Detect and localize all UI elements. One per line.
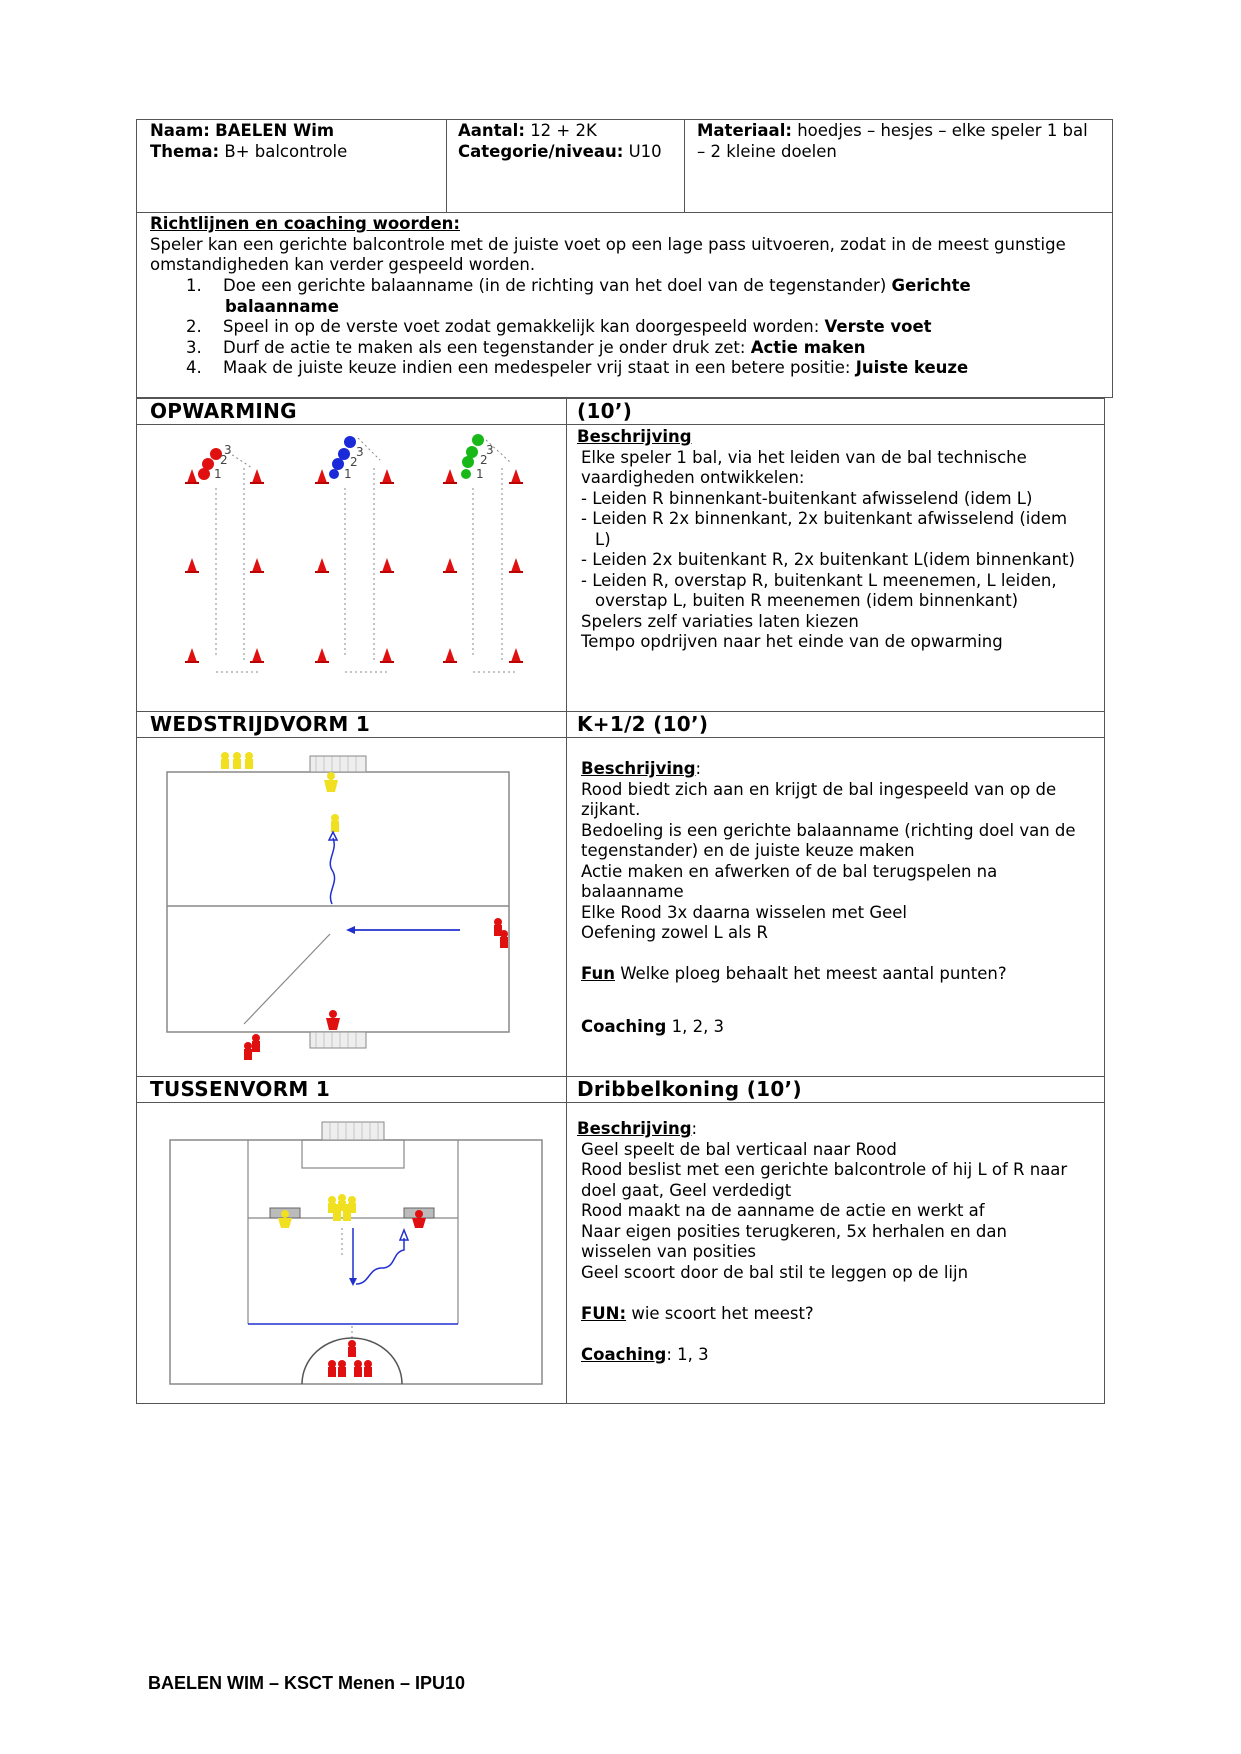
red-goalkeeper [326,1010,340,1030]
dribble-path [330,838,334,904]
wedstrijdvorm-diagram [160,742,540,1068]
goal-top [310,756,366,772]
fun-row: Fun Welke ploeg behaalt het meest aantal punten? [581,964,1007,983]
desc-line: Elke Rood 3x daarna wisselen met Geel [581,902,907,922]
yellow-players-group [328,1194,356,1221]
desc-line: doel gaat, Geel verdedigt [581,1180,792,1200]
guidelines-intro-2: omstandigheden kan verder gespeeld worden. [150,255,536,274]
red-players-side [494,918,508,948]
red-players-group [328,1340,372,1377]
guideline-item-cont: balaanname [225,296,339,316]
desc-line: wisselen van posities [581,1242,756,1261]
diagram-number: 1 [214,467,222,481]
desc-line: Bedoeling is een gerichte balaanname (richting doel van de [581,820,1076,840]
coaching-row: Coaching: 1, 3 [581,1344,709,1364]
section-subtitle-wedstrijdvorm: K+1/2 (10’) [577,712,709,736]
header-divider-2 [684,119,685,213]
desc-line: - Leiden R 2x binnenkant, 2x buitenkant afwisselend (idem [581,509,1068,528]
header-divider-1 [446,119,447,213]
diagram-number: 1 [344,467,352,481]
desc-line: Rood beslist met een gerichte balcontrole of hij L of R naar [581,1160,1068,1179]
cone-lane-1 [185,443,264,672]
section-title-opwarming: OPWARMING [150,399,297,423]
guidelines-intro-1: Speler kan een gerichte balcontrole met de juiste voet op een lage pass uitvoeren, zodat in de meest gunstige [150,234,1066,254]
desc-line: Naar eigen posities terugkeren, 5x herhalen en dan [581,1221,1007,1241]
coaching-row: Coaching 1, 2, 3 [581,1017,725,1036]
guideline-item: 4. Maak de juiste keuze indien een medespeler vrij staat in een betere positie: Juiste keuze [186,358,969,377]
guideline-item: 1. Doe een gerichte balaanname (in de richting van het doel van de tegenstander) Gerichte [186,276,971,295]
page-footer: BAELEN WIM – KSCT Menen – IPU10 [148,1673,466,1693]
desc-line: L) [595,529,611,549]
aantal-field: Aantal: 12 + 2K [458,121,597,140]
guidelines-list [186,276,971,379]
cone-lane-3 [443,434,523,672]
diagram-number: 2 [350,455,358,469]
desc-line: tegenstander) en de juiste keuze maken [581,841,915,860]
row-line [136,737,1105,738]
section-title-tussenvorm: TUSSENVORM 1 [150,1077,331,1101]
red-players-corner [244,1034,260,1060]
guideline-item: 2. Speel in op de verste voet zodat gemakkelijk kan doorgespeeld worden: Verste voet [186,317,932,336]
tussenvorm-diagram [160,1108,550,1392]
opwarming-diagram [180,428,540,690]
desc-line: Tempo opdrijven naar het einde van de opwarming [581,632,1003,651]
desc-line: Spelers zelf variaties laten kiezen [581,611,859,631]
field-outline [167,772,509,1032]
yellow-defender [331,814,339,832]
desc-line: Geel scoort door de bal stil te leggen op de lijn [581,1262,969,1282]
desc-line: overstap L, buiten R meenemen (idem binnenkant) [595,591,1019,610]
desc-label-row: Beschrijving: [577,1119,698,1138]
desc-line: balaanname [581,882,684,901]
diagram-number: 3 [356,445,364,459]
desc-line: - Leiden R, overstap R, buitenkant L meenemen, L leiden, [581,570,1057,590]
desc-line: zijkant. [581,800,641,819]
desc-line: Actie maken en afwerken of de bal terugspelen na [581,861,998,881]
desc-line: Geel speelt de bal verticaal naar Rood [581,1139,897,1159]
diagram-number: 3 [224,443,232,457]
diagram-number: 2 [480,453,488,467]
yellow-goalkeeper [324,772,338,792]
materiaal-field: Materiaal: hoedjes – hesjes – elke speler 1 bal – 2 kleine doelen [697,121,1088,161]
desc-label: Beschrijving [577,427,692,446]
guidelines-title: Richtlijnen en coaching woorden: [150,214,460,233]
row-line [136,1102,1105,1103]
main-goal [322,1122,384,1140]
wedstrijdvorm-description [581,759,1076,1038]
diagram-number: 1 [476,467,484,481]
naam-field: Naam: BAELEN Wim [150,121,335,140]
desc-line: - Leiden R binnenkant-buitenkant afwisselend (idem L) [581,488,1033,508]
row-line [136,424,1105,425]
desc-line: vaardigheden ontwikkelen: [581,468,805,487]
fun-row: FUN: wie scoort het meest? [581,1303,814,1323]
run-line [244,934,330,1024]
tussenvorm-description [577,1119,1067,1365]
sections-divider [566,398,567,1404]
desc-line: Oefening zowel L als R [581,923,768,942]
desc-line: Elke speler 1 bal, via het leiden van de bal technische [581,447,1027,467]
goal-area [302,1140,404,1168]
section-subtitle-opwarming: (10’) [577,399,633,423]
section-subtitle-tussenvorm: Dribbelkoning (10’) [577,1077,802,1101]
thema-field: Thema: B+ balcontrole [150,142,348,161]
desc-label-row: Beschrijving: [581,759,702,778]
guidelines-text [150,214,1066,276]
guideline-item: 3. Durf de actie te maken als een tegenstander je onder druk zet: Actie maken [186,337,866,357]
desc-line: Rood maakt na de aanname de actie en werkt af [581,1201,985,1220]
desc-line: - Leiden 2x buitenkant R, 2x buitenkant L(idem binnenkant) [581,550,1075,569]
section-title-wedstrijdvorm: WEDSTRIJDVORM 1 [150,712,371,736]
diagram-number: 2 [220,453,228,467]
desc-line: Rood biedt zich aan en krijgt de bal ingespeeld van op de [581,779,1057,799]
goal-bottom [310,1032,366,1048]
yellow-players-waiting [221,752,253,769]
diagram-number: 3 [486,443,494,457]
cone-lane-2 [315,436,394,672]
categorie-field: Categorie/niveau: U10 [458,142,662,161]
opwarming-description [577,427,1097,653]
dribble-path [356,1238,404,1284]
